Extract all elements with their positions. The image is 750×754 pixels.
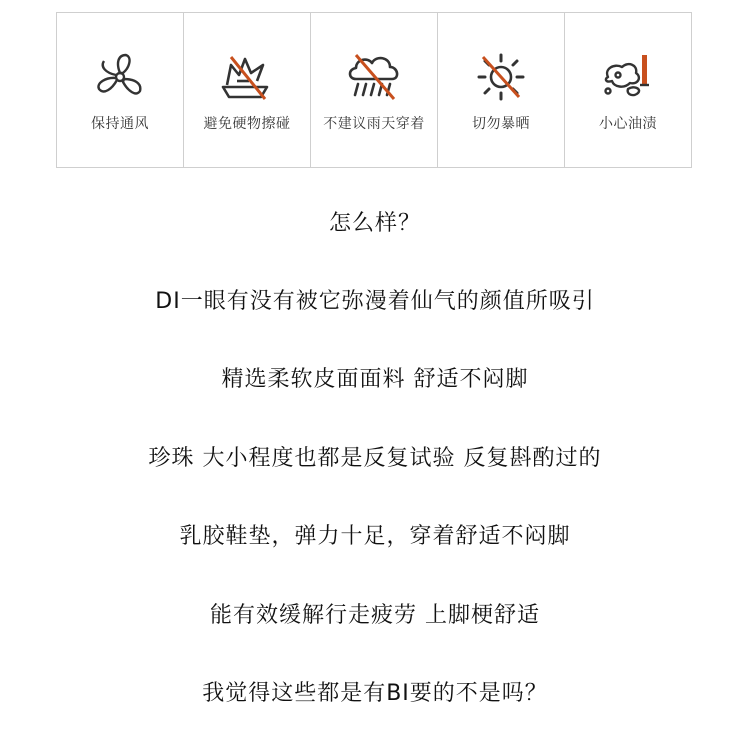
description-line-7: 我觉得这些都是有BI要的不是吗？	[202, 681, 548, 706]
care-label: 不建议雨天穿着	[323, 116, 425, 132]
description-line-1: 怎么样？	[328, 211, 421, 236]
care-label: 切勿暴晒	[472, 116, 530, 132]
care-label: 小心油渍	[599, 116, 657, 132]
no-sun-icon	[471, 51, 531, 103]
care-item-no-rain	[311, 13, 438, 167]
no-hard-object-icon	[217, 51, 277, 103]
care-instructions-strip	[56, 12, 692, 168]
description-line-2: DI一眼有没有被它弥漫着仙气的颜值所吸引	[155, 289, 595, 314]
care-label: 避免硬物擦碰	[203, 116, 291, 132]
care-item-oil-stain	[565, 13, 691, 167]
description-line-4: 珍珠 大小程度也都是反复试验 反复斟酌过的	[148, 446, 602, 471]
description-line-5: 乳胶鞋垫，弹力十足，穿着舒适不闷脚	[179, 524, 571, 549]
care-item-ventilation	[57, 13, 184, 167]
description-line-3: 精选柔软皮面面料 舒适不闷脚	[221, 367, 529, 392]
oil-stain-icon	[598, 51, 658, 103]
no-rain-icon	[344, 51, 404, 103]
description-line-6: 能有效缓解行走疲劳 上脚梗舒适	[210, 603, 540, 628]
care-label: 保持通风	[91, 116, 149, 132]
care-item-no-sun	[438, 13, 565, 167]
fan-icon	[90, 51, 150, 103]
care-item-no-hard-objects	[184, 13, 311, 167]
